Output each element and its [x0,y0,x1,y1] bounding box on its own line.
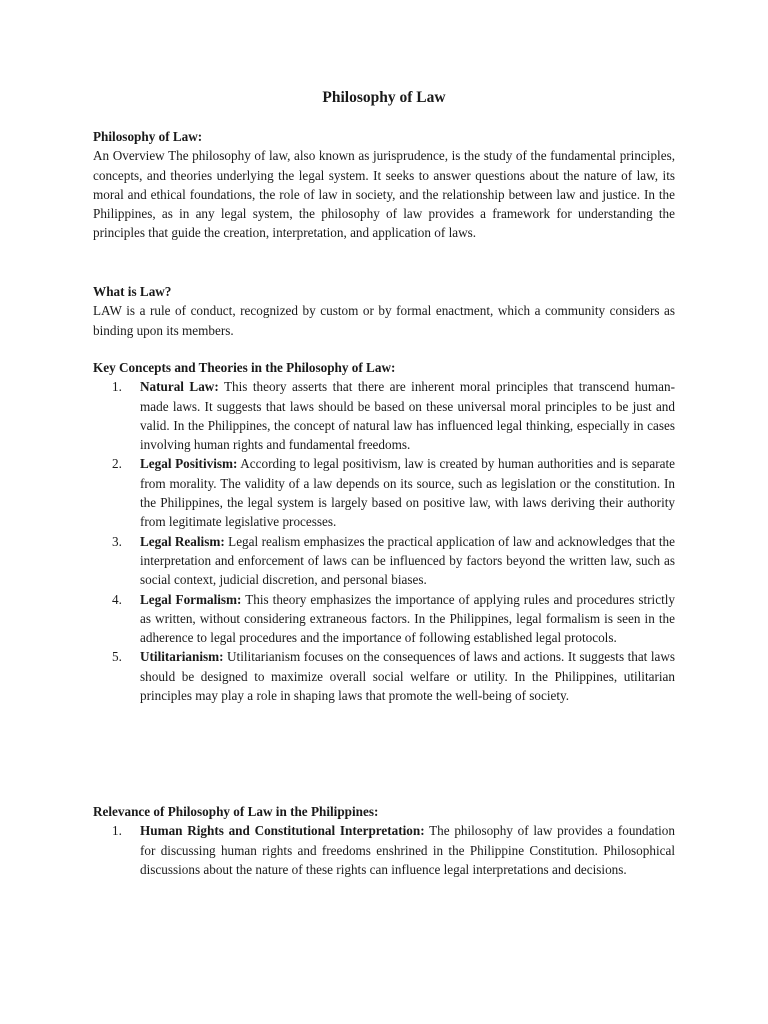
list-item-term: Human Rights and Constitutional Interpretation: [140,823,425,839]
list-item-term: Natural Law: [140,379,219,395]
list-item-number: 5. [112,649,122,665]
list-item-term: Legal Positivism: [140,456,238,472]
list-item-text: This theory emphasizes the importance of applying rules and procedures strictly as written, without considering extraneous factors. In the Philippines, legal formalism is seen in the adherence to legal procedures and the importance of following established legal protocols. [140,591,675,646]
list-item-text: According to legal positivism, law is created by human authorities and is separate from morality. The validity of a law depends on its source, such as legislation or the constitution. In the Philippines, the legal system is largely based on positive law, with laws deriving their authority from legitimate legislative processes. [140,456,675,530]
list-item-text: Legal realism emphasizes the practical application of law and acknowledges that the interpretation and enforcement of laws can be influenced by factors beyond the written law, such as social context, judicial discretion, and personal biases. [140,533,676,588]
list-item [93,377,675,454]
overview-section [93,127,675,243]
list-item-term: Utilitarianism: [140,649,224,665]
relevance-section [93,802,675,879]
list-item-number: 2. [112,456,122,472]
list-item-number: 3. [112,533,122,549]
list-item-number: 1. [112,823,122,839]
list-item [93,454,675,531]
what-is-law-heading: What is Law? [93,284,172,299]
overview-heading: Philosophy of Law: [93,129,203,144]
list-item-number: 1. [112,379,122,395]
list-item [93,647,675,705]
page-title: Philosophy of Law [322,89,446,106]
list-item-text: This theory asserts that there are inherent moral principles that transcend human-made laws. It suggests that laws should be based on these universal moral principles to be just and valid. In the Philippines, the concept of natural law has influenced legal thinking, especially in cases involving human rights and fundamental freedoms. [140,379,675,453]
overview-paragraph: An Overview The philosophy of law, also known as jurisprudence, is the study of the fundamental principles, concepts, and theories underlying the legal system. It seeks to answer questions about the nature of law, its moral and ethical foundations, the role of law in society, and the relationship between law and justice. In the Philippines, as in any legal system, the philosophy of law provides a framework for understanding the principles that guide the creation, interpretation, and application of laws. [93,148,675,241]
list-item-term: Legal Realism: [140,533,225,549]
list-item [93,590,675,648]
list-item-text: The philosophy of law provides a foundation for discussing human rights and freedoms enshrined in the Philippine Constitution. Philosophical discussions about the nature of these rights can influence legal interpretations and decisions. [140,823,675,877]
what-is-law-paragraph: LAW is a rule of conduct, recognized by custom or by formal enactment, which a community considers as binding upon its members. [93,303,675,338]
key-concepts-list [93,377,675,705]
list-item-term: Legal Formalism: [140,591,242,607]
relevance-list [93,821,675,879]
list-item-text: Utilitarianism focuses on the consequences of laws and actions. It suggests that laws should be designed to maximize overall social welfare or utility. In the Philippines, utilitarian principles may play a role in shaping laws that promote the well-being of society. [140,649,676,704]
list-item [93,532,675,590]
key-concepts-heading: Key Concepts and Theories in the Philosophy of Law: [93,360,396,375]
what-is-law-section [93,282,675,340]
key-concepts-section [93,358,675,705]
list-item-number: 4. [112,591,122,607]
relevance-heading: Relevance of Philosophy of Law in the Philippines: [93,804,379,819]
list-item [93,821,675,879]
